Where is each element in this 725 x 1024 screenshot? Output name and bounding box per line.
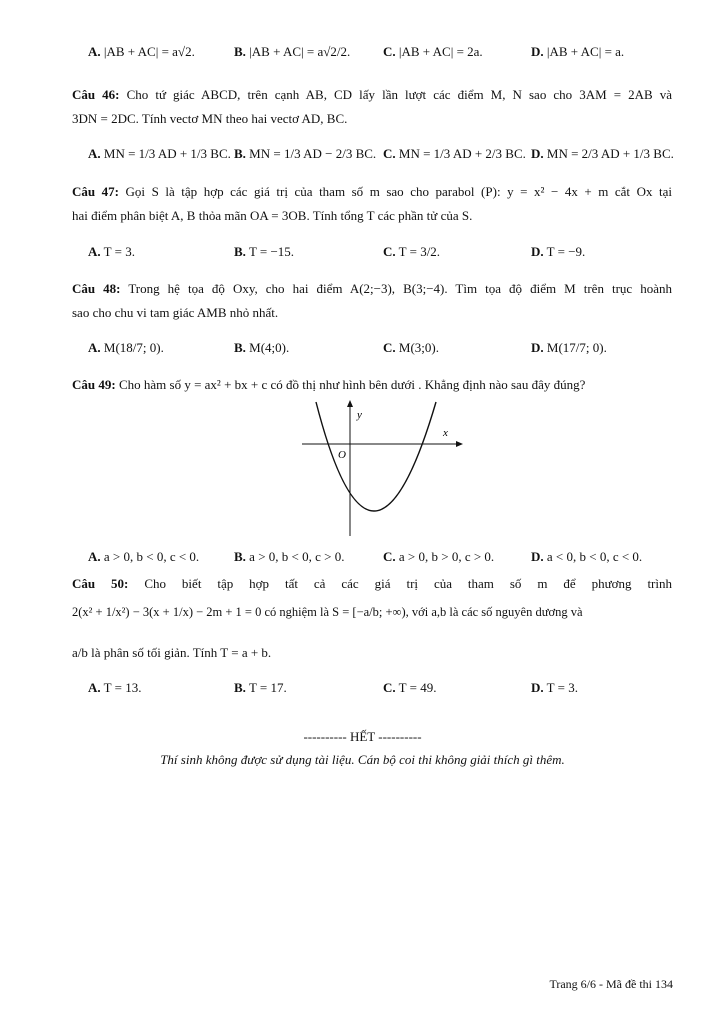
option-text: a < 0, b < 0, c < 0.: [546, 549, 643, 564]
q48-option-c: [383, 340, 439, 356]
question-text: Gọi S là tập hợp các giá trị của tham số m sao cho parabol (P): y = x² − 4x + m cắt Ox tại: [125, 184, 673, 199]
option-text: T = 13.: [103, 680, 142, 695]
option-label: B.: [234, 340, 246, 355]
q46-text-line1: [72, 87, 672, 103]
parabola-curve: [316, 402, 436, 511]
question-text: sao cho chu vi tam giác AMB nhỏ nhất.: [72, 305, 279, 320]
y-axis-arrow: [347, 400, 353, 407]
option-text: T = 3.: [546, 680, 578, 695]
q49-option-b: [234, 549, 344, 565]
question-number: Câu 49:: [72, 377, 116, 392]
q47-option-a: [88, 244, 135, 260]
option-text: |AB + AC| = a√2.: [103, 44, 195, 59]
q50-text-line1: [72, 576, 672, 592]
question-text: a/b là phân số tối giản. Tính T = a + b.: [72, 645, 272, 660]
q49-option-c: [383, 549, 494, 565]
option-label: D.: [531, 244, 544, 259]
question-number: Câu 46:: [72, 87, 120, 102]
q48-text-line2: [72, 305, 672, 321]
option-text: a > 0, b > 0, c > 0.: [398, 549, 495, 564]
option-label: C.: [383, 549, 396, 564]
option-text: MN = 1/3 AD + 2/3 BC.: [398, 146, 526, 161]
exam-note: Thí sinh không được sử dụng tài liệu. Cán bộ coi thi không giải thích gì thêm.: [160, 752, 565, 767]
question-text: 2(x² + 1/x²) − 3(x + 1/x) − 2m + 1 = 0 có nghiệm là S = [−a/b; +∞), với a,b là các số nguyên dương và: [72, 605, 583, 619]
q50-option-a: [88, 680, 141, 696]
option-label: D.: [531, 549, 544, 564]
option-label: C.: [383, 680, 396, 695]
option-label: B.: [234, 244, 246, 259]
q47-option-d: [531, 244, 585, 260]
option-label: A.: [88, 549, 101, 564]
q45-option-a: [88, 44, 195, 60]
option-text: M(18/7; 0).: [103, 340, 164, 355]
option-text: T = 17.: [248, 680, 287, 695]
origin-label: O: [338, 449, 346, 461]
q46-option-d: [531, 146, 674, 162]
option-text: MN = 2/3 AD + 1/3 BC.: [546, 146, 674, 161]
q47-option-c: [383, 244, 440, 260]
q45-option-d: [531, 44, 624, 60]
q49-option-d: [531, 549, 642, 565]
option-label: A.: [88, 146, 101, 161]
question-number: Câu 48:: [72, 281, 121, 296]
q48-text-line1: [72, 281, 672, 297]
option-label: A.: [88, 244, 101, 259]
option-label: C.: [383, 44, 396, 59]
option-text: M(4;0).: [249, 340, 290, 355]
q48-option-b: [234, 340, 289, 356]
x-axis-label: x: [443, 427, 448, 439]
question-text: Trong hệ tọa độ Oxy, cho hai điểm A(2;−3), B(3;−4). Tìm tọa độ điểm M trên trục hoành: [128, 281, 673, 296]
question-text: 3DN = 2DC. Tính vectơ MN theo hai vectơ AD, BC.: [72, 111, 348, 126]
q49-text-line1: [72, 377, 672, 393]
q46-option-b: [234, 146, 376, 162]
option-text: MN = 1/3 AD − 2/3 BC.: [249, 146, 377, 161]
option-text: |AB + AC| = a.: [546, 44, 625, 59]
question-number: Câu 50:: [72, 576, 129, 591]
q45-option-b: [234, 44, 350, 60]
option-text: T = −15.: [248, 244, 295, 259]
x-axis-arrow: [456, 441, 463, 447]
parabola-graph: [300, 398, 465, 538]
q50-text-line2: [72, 605, 672, 620]
q50-option-c: [383, 680, 436, 696]
question-number: Câu 47:: [72, 184, 119, 199]
option-label: D.: [531, 44, 544, 59]
q46-text-line2: [72, 111, 672, 127]
option-text: a > 0, b < 0, c > 0.: [249, 549, 345, 564]
q47-text-line2: [72, 208, 672, 224]
option-label: C.: [383, 340, 396, 355]
option-text: T = 3.: [103, 244, 135, 259]
option-label: B.: [234, 44, 246, 59]
q48-option-d: [531, 340, 607, 356]
option-text: MN = 1/3 AD + 1/3 BC.: [103, 146, 231, 161]
option-text: T = −9.: [546, 244, 586, 259]
q45-option-c: [383, 44, 483, 60]
question-text: Cho tứ giác ABCD, trên cạnh AB, CD lấy lần lượt các điểm M, N sao cho 3AM = 2AB và: [126, 87, 673, 102]
q49-option-a: [88, 549, 199, 565]
q50-text-line3: [72, 645, 672, 661]
option-text: M(17/7; 0).: [546, 340, 607, 355]
q47-text-line1: [72, 184, 672, 200]
option-label: D.: [531, 340, 544, 355]
option-label: B.: [234, 680, 246, 695]
q47-option-b: [234, 244, 294, 260]
option-text: |AB + AC| = 2a.: [398, 44, 483, 59]
option-label: A.: [88, 340, 101, 355]
option-label: C.: [383, 244, 396, 259]
option-label: D.: [531, 146, 544, 161]
option-label: B.: [234, 146, 246, 161]
option-text: T = 3/2.: [398, 244, 441, 259]
option-label: A.: [88, 680, 101, 695]
page-footer: Trang 6/6 - Mã đề thi 134: [549, 977, 673, 991]
option-text: M(3;0).: [398, 340, 439, 355]
y-axis-label: y: [357, 409, 362, 421]
option-label: B.: [234, 549, 246, 564]
q50-option-d: [531, 680, 578, 696]
q46-option-c: [383, 146, 526, 162]
end-marker: ---------- HẾT ----------: [303, 729, 422, 744]
question-text: Cho hàm số y = ax² + bx + c có đồ thị như hình bên dưới . Khẳng định nào sau đây đúng?: [118, 377, 586, 392]
question-text: Cho biết tập hợp tất cả các giá trị của tham số m để phương trình: [144, 576, 672, 591]
option-label: A.: [88, 44, 101, 59]
option-text: a > 0, b < 0, c < 0.: [103, 549, 200, 564]
question-text: hai điểm phân biệt A, B thỏa mãn OA = 3OB. Tính tổng T các phần tử của S.: [72, 208, 473, 223]
option-text: T = 49.: [398, 680, 437, 695]
option-label: D.: [531, 680, 544, 695]
q50-option-b: [234, 680, 287, 696]
q48-option-a: [88, 340, 164, 356]
q46-option-a: [88, 146, 231, 162]
option-text: |AB + AC| = a√2/2.: [249, 44, 351, 59]
option-label: C.: [383, 146, 396, 161]
